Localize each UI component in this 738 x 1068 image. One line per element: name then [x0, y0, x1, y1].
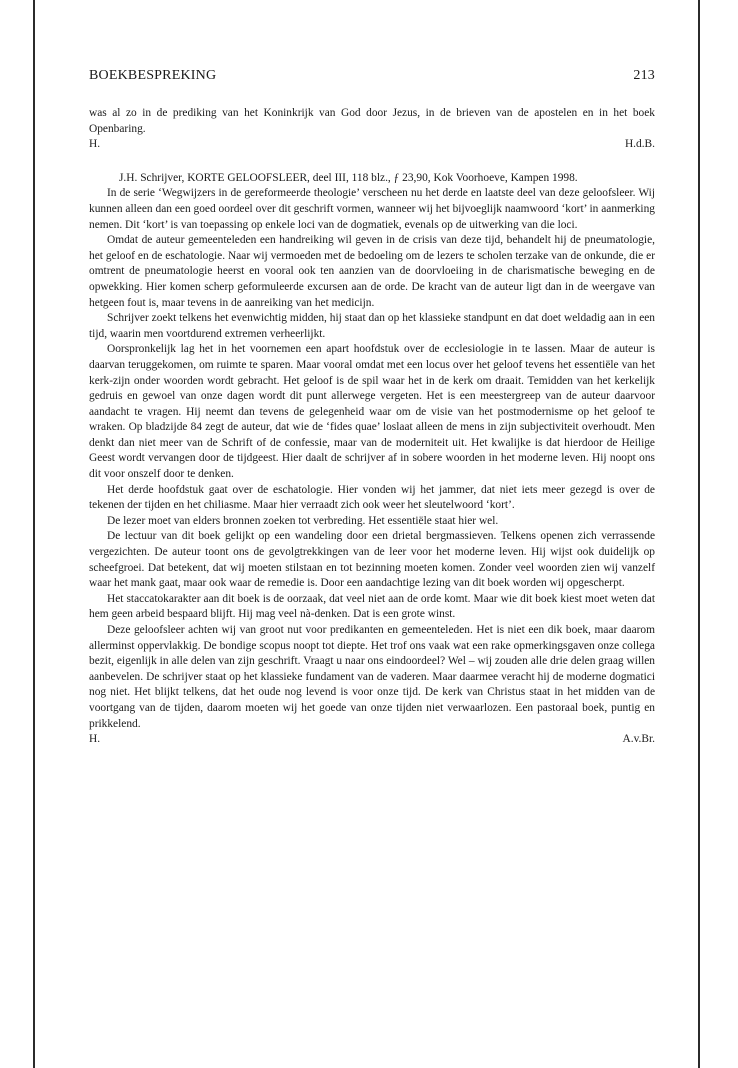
signature-line-1 — [89, 137, 655, 153]
article-body — [89, 106, 655, 748]
running-head — [89, 68, 655, 84]
intro-paragraph: was al zo in de prediking van het Koninkrijk van God door Jezus, in de brieven van de apostelen en in het boek Openbaring. — [89, 107, 655, 135]
paragraph: De lezer moet van elders bronnen zoeken tot verbreding. Het essentiële staat hier wel. — [107, 514, 499, 527]
paragraph: In de serie ‘Wegwijzers in de gereformeerde theologie’ verscheen nu het derde en laatste deel van deze geloofsleer. Wij kunnen alleen dan een goed oordeel over dit geschrift vormen, wanneer wij het bijvoeglijk naamwoord ‘kort’ in aanmerking nemen. Dit ‘kort’ is van toepassing op enkele loci van de dogmatiek, evenals op de uitwerking van die loci. — [89, 187, 655, 231]
signature-line-2 — [89, 732, 655, 748]
paragraph: Omdat de auteur gemeenteleden een handreiking wil geven in de crisis van deze tijd, behandelt hij de pneumatologie, het geloof en de eschatologie. Naar wij vermoeden met de bedoeling om de lezers te scholen terzake van de onkunde, die er omtrent de pneumatologie heerst en vooral ook ten aanzien van de doorvloeiing in de charismatische beweging en de opwekking. Hier komen scherp geformuleerde excursen aan de orde. De kracht van de auteur ligt dan in de weergave van hetgeen fout is, maar tevens in de aanreiking van het medicijn. — [89, 234, 655, 309]
page-number: 213 — [633, 68, 655, 83]
paragraph: Het derde hoofdstuk gaat over de eschatologie. Hier vonden wij het jammer, dat niet iets meer gezegd is over de tekenen der tijden en het chiliasme. Maar hier verraadt zich ook weer het sleutelwoord ‘kort’. — [89, 483, 655, 512]
paragraph: Schrijver zoekt telkens het evenwichtig midden, hij staat dan op het klassieke standpunt en dat doet weldadig aan in een tijd, waarin men voortdurend extremen verheerlijkt. — [89, 312, 655, 340]
paragraph: De lectuur van dit boek gelijkt op een wandeling door een drietal bergmassieven. Telkens openen zich verrassende vergezichten. De auteur toont ons de gevolgtrekkingen van de leer voor het moderne leven. Hij wijst ook duidelijk op scheefgroei. Dat betekent, dat wij moeten stilstaan en tot bezinning moeten komen. Zonder veel woorden zien wij vanzelf waar het mank gaat, maar ook waar de remedie is. Door een aandachtige lezing van dit boek worden wij opgescherpt. — [89, 530, 655, 590]
section-gap — [89, 153, 655, 171]
paragraph: Oorspronkelijk lag het in het voornemen een apart hoofdstuk over de ecclesiologie in te lassen. Maar de auteur is daarvan teruggekomen, om ruimte te sparen. Maar vooral omdat met een locus over het geloof tevens het essentiële van het kerk-zijn onder woorden wordt gebracht. Het geloof is de spil waar het in de kerk om draait. Temidden van het kerkelijk gedruis en gewoel van onze dagen wordt dit punt allerwege vergeten. Het is een meestergreep van de auteur daarvoor aandacht te vragen. Hij neemt dan tevens de gelegenheid waar om de visie van het postmodernisme op het geloof te wraken. Op bladzijde 84 zegt de auteur, dat wie de ‘fides quae’ loslaat alleen de mens in zijn subjectiviteit overhoudt. Men denkt dan niet meer van de Schrift of de confessie, maar van de moderniteit uit. Het kwalijke is dat hierdoor de Heilige Geest wordt vervangen door de tijdgeest. Hier daalt de schrijver af in sobere woorden in het moderne leven. Hij noopt ons dit voor onszelf door te denken. — [89, 343, 655, 481]
signature-author: H.d.B. — [624, 138, 655, 151]
scan-edge-right — [698, 0, 700, 1068]
signature-author: A.v.Br. — [622, 733, 655, 746]
signature-initial: H. — [89, 138, 101, 151]
bibliographic-entry: J.H. Schrijver, KORTE GELOOFSLEER, deel III, 118 blz., ƒ 23,90, Kok Voorhoeve, Kampen 1998. — [119, 171, 578, 184]
section-title: BOEKBESPREKING — [89, 68, 217, 83]
page — [89, 68, 655, 748]
paragraph: Deze geloofsleer achten wij van groot nut voor predikanten en gemeenteleden. Het is niet een dik boek, maar daarom allerminst oppervlakkig. De bondige scopus noopt tot diepte. Het trof ons vaak wat een rake opmerkingsgaven onze collega bezit, eigenlijk in alle delen van zijn geschrift. Vraagt u naar ons eindoordeel? Wel – wij zouden alle drie delen graag willen aanbevelen. De schrijver staat op het klassieke fundament van de vaderen. Maar daarmee veracht hij de moderne dogmatici nog niet. Het blijkt telkens, dat het oude nog levend is voor onze tijd. De kerk van Christus staat in het midden van de voortgang van de tijden, daarom moeten wij het goede van onze tijden niet verwaarlozen. Een pastoraal boek, puntig en prikkelend. — [89, 624, 655, 730]
scan-edge-left — [33, 0, 35, 1068]
paragraph: Het staccatokarakter aan dit boek is de oorzaak, dat veel niet aan de orde komt. Maar wie dit boek kiest moet weten dat hem geen arbeid bespaard blijft. Hij mag veel nà-denken. Dat is een grote winst. — [89, 592, 655, 621]
signature-initial: H. — [89, 733, 101, 746]
